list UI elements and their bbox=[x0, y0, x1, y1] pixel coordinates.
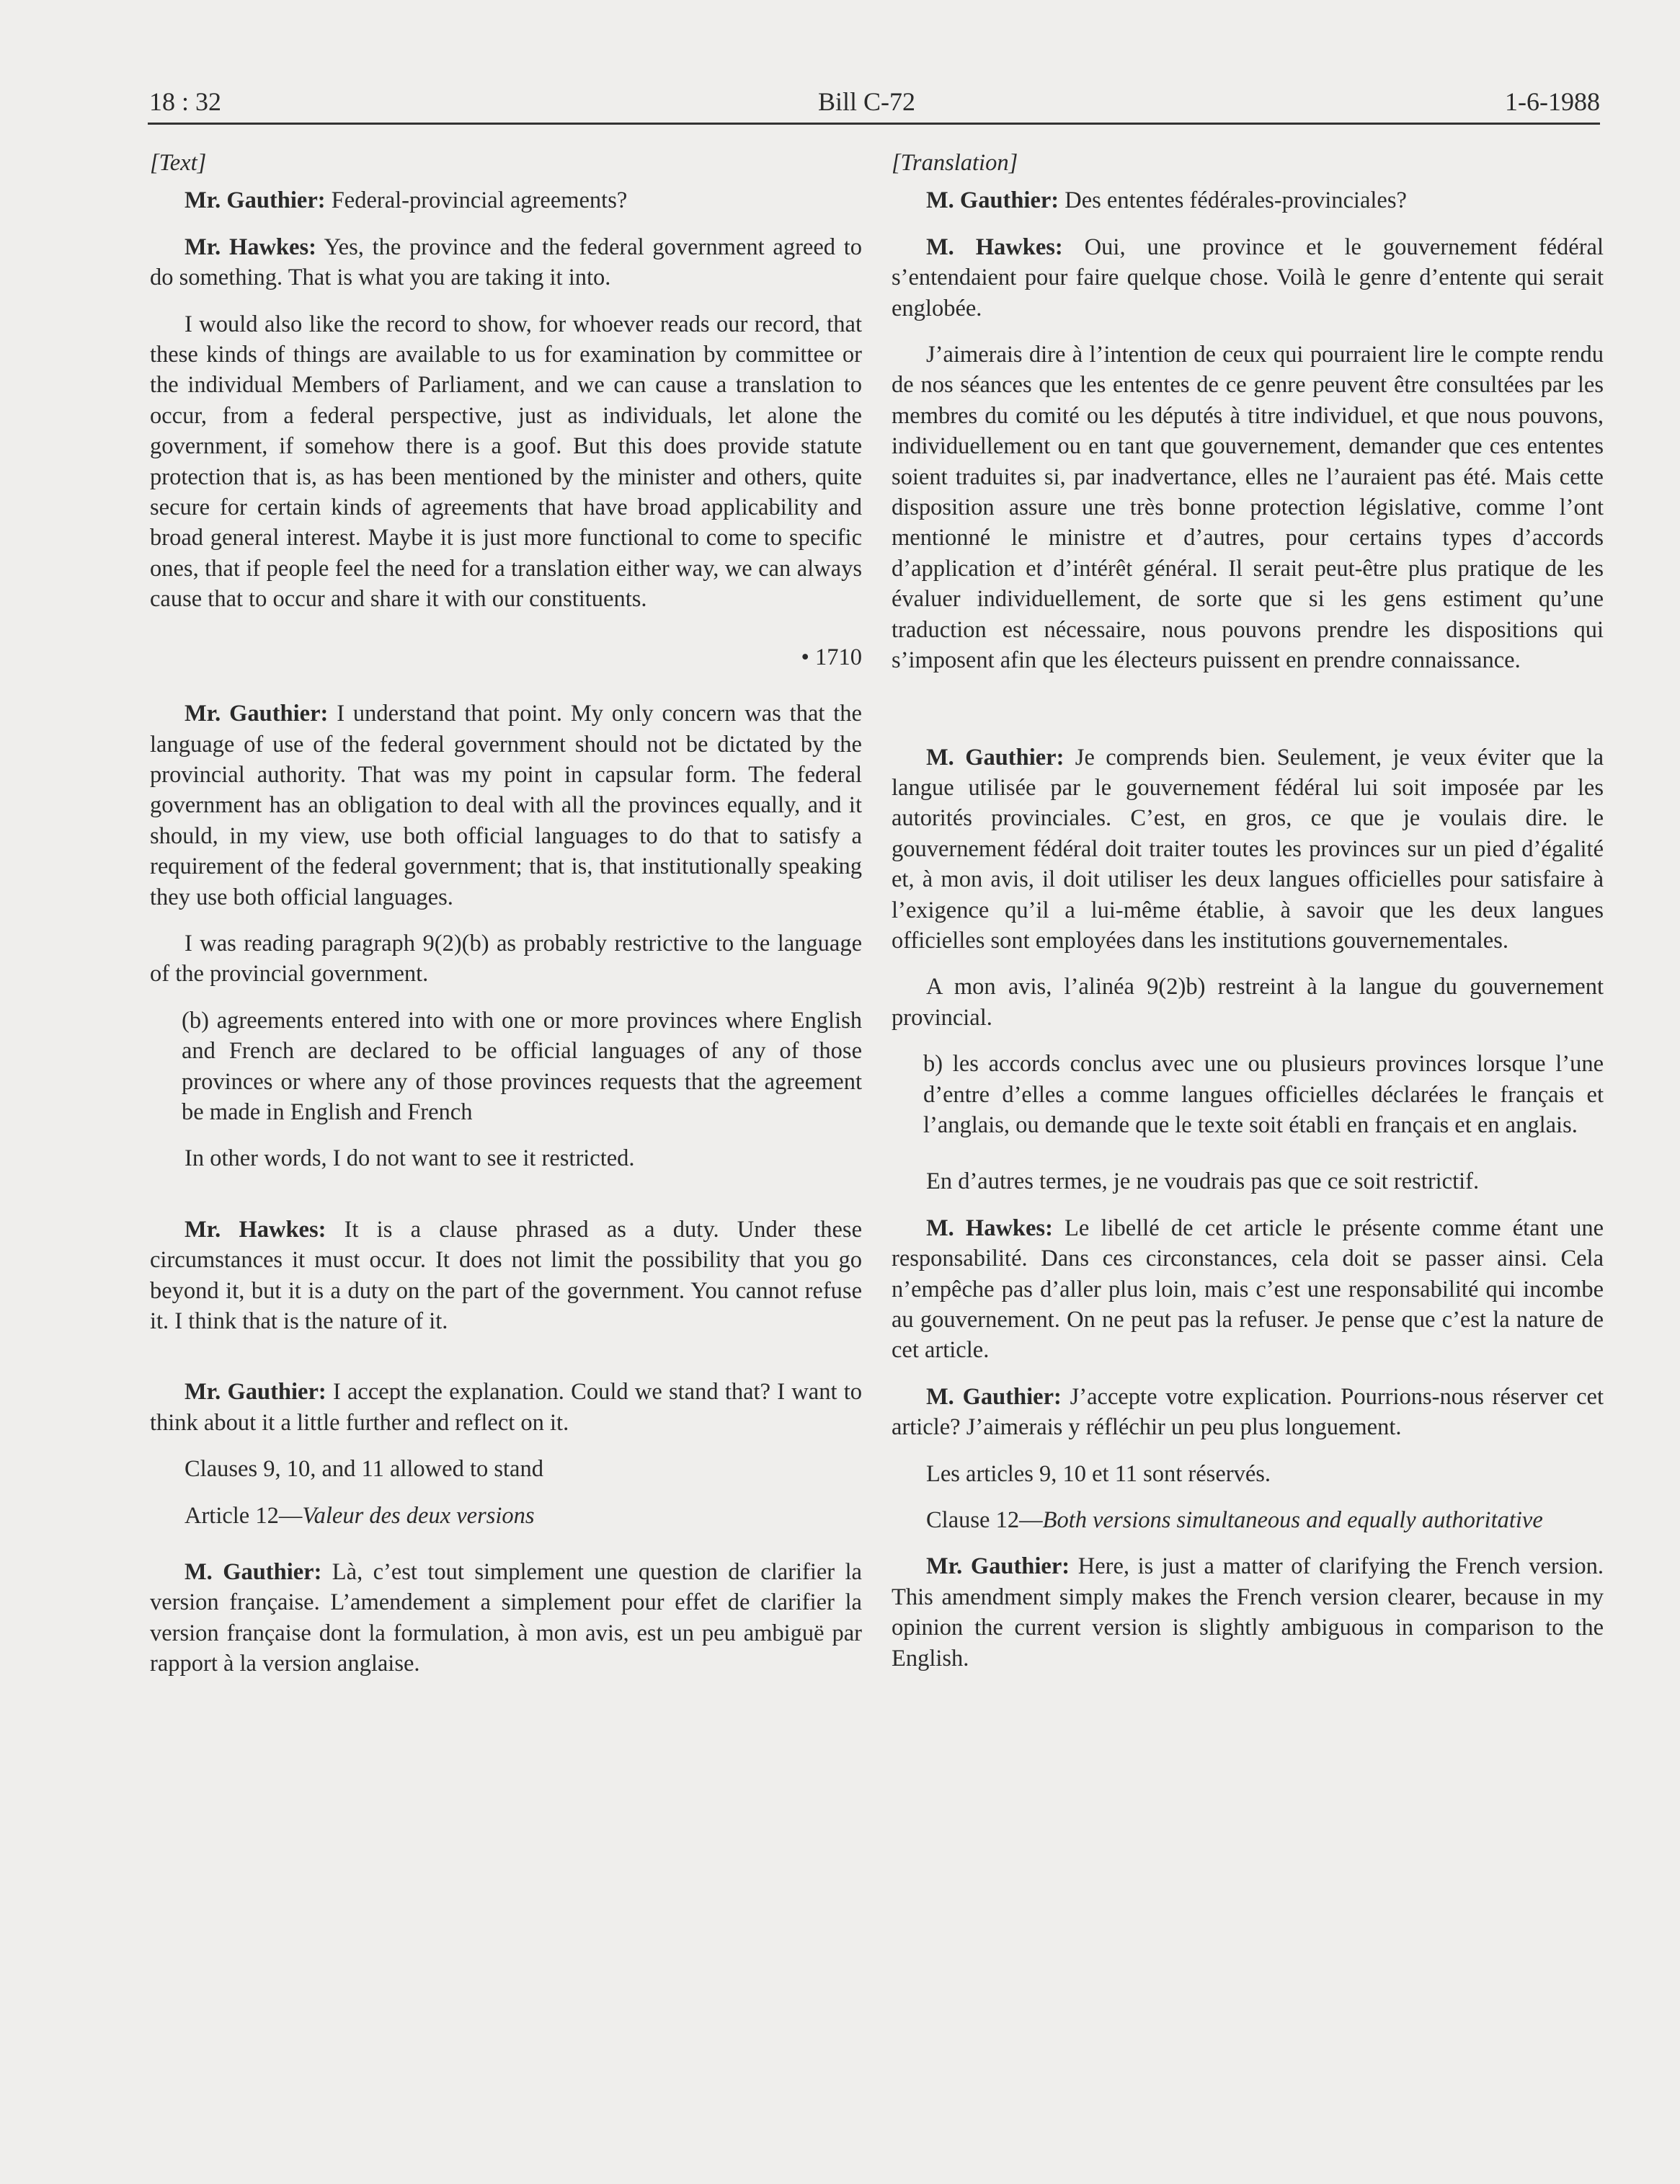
speaker-name: M. Gauthier: bbox=[926, 1383, 1062, 1410]
paragraph: Mr. Gauthier: Here, is just a matter of clarifying the French version. This amendment simply makes the French version clearer, because in my opinion the current version is slightly ambiguous in comparison to the English. bbox=[892, 1553, 1604, 1672]
english-column bbox=[150, 148, 862, 1695]
paragraph: Mr. Gauthier: I understand that point. My only concern was that the language of use of the federal government should not be dictated by the provincial authority. That was my point in capsular form. The federal government has an obligation to deal with all the provinces equally, and it should, in my view, use both official languages to do that to satisfy a requirement of the federal government; that is, that institutionally speaking they use both official languages. bbox=[150, 701, 862, 910]
page-date: 1-6-1988 bbox=[1505, 87, 1600, 116]
paragraph: A mon avis, l’alinéa 9(2)b) restreint à la langue du gouvernement provincial. bbox=[892, 974, 1604, 1031]
clause-heading: Article 12—Valeur des deux versions bbox=[185, 1502, 535, 1529]
paragraph: En d’autres termes, je ne voudrais pas que ce soit restrictif. bbox=[926, 1168, 1480, 1195]
paragraph: Mr. Hawkes: It is a clause phrased as a duty. Under these circumstances it must occur. It does not limit the possibility that you go beyond it, but it is a duty on the part of the government. You cannot refuse it. I think that is the nature of it. bbox=[150, 1216, 862, 1334]
speaker-name: Mr. Hawkes: bbox=[185, 1216, 326, 1243]
clause-heading: Clause 12—Both versions simultaneous and equally authoritative bbox=[926, 1507, 1543, 1534]
speaker-name: Mr. Gauthier: bbox=[185, 187, 326, 214]
paragraph: M. Gauthier: Je comprends bien. Seulement, je veux éviter que la langue utilisée par le gouvernement fédéral lui soit imposée par les autorités provinciales. C’est, en gros, ce que je voulais dire. le gouvernement fédéral doit traiter toutes les provinces sur un pied d’égalité et, à mon avis, il doit utiliser les deux langues officielles pour satisfaire à l’exigence qu’il a lui-même établie, à savoir que les deux langues officielles sont employées dans les institutions gouvernementales. bbox=[892, 744, 1604, 954]
paragraph: M. Gauthier: J’accepte votre explication. Pourrions-nous réserver cet article? J’aimerais y réfléchir un peu plus longuement. bbox=[892, 1383, 1604, 1441]
speaker-name: M. Hawkes: bbox=[926, 234, 1063, 260]
speaker-name: M. Gauthier: bbox=[926, 187, 1059, 214]
quoted-clause: b) les accords conclus avec une ou plusieurs provinces lorsque l’une d’entre d’elles a comme langues officielles déclarées le français et l’anglais, ou demande que le texte soit établi en français et en anglais. bbox=[923, 1051, 1604, 1138]
speaker-name: Mr. Gauthier: bbox=[926, 1553, 1070, 1580]
bill-title: Bill C-72 bbox=[818, 87, 916, 116]
paragraph: I was reading paragraph 9(2)(b) as probably restrictive to the language of the provincial government. bbox=[150, 930, 862, 987]
speaker-name: M. Hawkes: bbox=[926, 1215, 1053, 1241]
speaker-name: Mr. Gauthier: bbox=[185, 701, 329, 727]
spacer bbox=[150, 1547, 862, 1557]
paragraph: M. Hawkes: Le libellé de cet article le présente comme étant une responsabilité. Dans ces circonstances, cela doit se passer ainsi. Cela n’empêche pas d’aller plus loin, mais c’est une responsabilité qui incombe au gouvernement. On ne peut pas la refuser. Je pense que c’est la nature de cet article. bbox=[892, 1215, 1604, 1364]
spacer bbox=[892, 692, 1604, 742]
paragraph: M. Gauthier: Là, c’est tout simplement une question de clarifier la version française. L’amendement a simplement pour effet de clarifier la version française dont la formulation, à mon avis, est un peu ambiguë par rapport à la version anglaise. bbox=[150, 1559, 862, 1677]
quoted-clause: (b) agreements entered into with one or more provinces where English and French are declared to be official languages of any of those provinces or where any of those provinces requests that the agreement be made in English and French bbox=[182, 1007, 862, 1125]
paragraph: J’aimerais dire à l’intention de ceux qui pourraient lire le compte rendu de nos séances que les ententes de ce genre peuvent être consultées par les membres du comité ou les députés à titre individuel, et que nous pouvons, individuellement ou en tant que gouvernement, demander que ces ententes soient traduites si, par inadvertance, elles ne l’auraient pas été. Mais cette disposition assure une très bonne protection législative, comme l’ont mentionné le ministre et d’autres, pour certains types d’accords d’application et d’intérêt général. Il serait peut-être plus pratique de les évaluer individuellement, de sorte que si les gens estiment qu’une traduction est nécessaire, nous pouvons prendre les dispositions qui s’imposent afin que les électeurs puissent en prendre connaissance. bbox=[892, 342, 1604, 674]
time-stamp: • 1710 bbox=[801, 644, 862, 670]
speaker-name: Mr. Gauthier: bbox=[185, 1379, 326, 1406]
spacer bbox=[892, 1156, 1604, 1166]
paragraph: M. Gauthier: Des ententes fédérales-provinciales? bbox=[926, 187, 1407, 214]
speaker-name: Mr. Hawkes: bbox=[185, 234, 316, 260]
clause-status: Les articles 9, 10 et 11 sont réservés. bbox=[926, 1460, 1271, 1487]
french-column bbox=[892, 148, 1604, 1690]
paragraph: Mr. Gauthier: I accept the explanation. Could we stand that? I want to think about it a little further and reflect on it. bbox=[150, 1379, 863, 1436]
paragraph: In other words, I do not want to see it restricted. bbox=[185, 1145, 635, 1172]
spacer bbox=[150, 1352, 862, 1377]
paragraph: M. Hawkes: Oui, une province et le gouvernement fédéral s’entendaient pour faire quelque chose. Voilà le genre d’entente qui serait englobée. bbox=[892, 234, 1604, 321]
speaker-name: M. Gauthier: bbox=[185, 1559, 322, 1586]
text-tag: [Text] bbox=[150, 150, 207, 176]
page-header bbox=[148, 79, 1600, 125]
paragraph: Mr. Gauthier: Federal-provincial agreements? bbox=[185, 187, 628, 214]
translation-tag: [Translation] bbox=[892, 150, 1018, 176]
clause-status: Clauses 9, 10, and 11 allowed to stand bbox=[185, 1456, 543, 1483]
speaker-name: M. Gauthier: bbox=[926, 744, 1065, 771]
paragraph: I would also like the record to show, for whoever reads our record, that these kinds of things are available to us for examination by committee or the individual Members of Parliament, and we can cause a translation to occur, from a federal perspective, just as individuals, let alone the government, if somehow there is a goof. But this does provide statute protection that is, as has been mentioned by the minister and others, quite secure for certain kinds of agreements that have broad applicability and broad general interest. Maybe it is just more functional to come to specific ones, that if people feel the need for a translation either way, we can always cause that to occur and share it with our constituents. bbox=[150, 311, 862, 613]
page-number: 18 : 32 bbox=[149, 87, 222, 116]
spacer bbox=[150, 1190, 862, 1215]
paragraph: Mr. Hawkes: Yes, the province and the federal government agreed to do something. That is what you are taking it into. bbox=[150, 234, 862, 291]
